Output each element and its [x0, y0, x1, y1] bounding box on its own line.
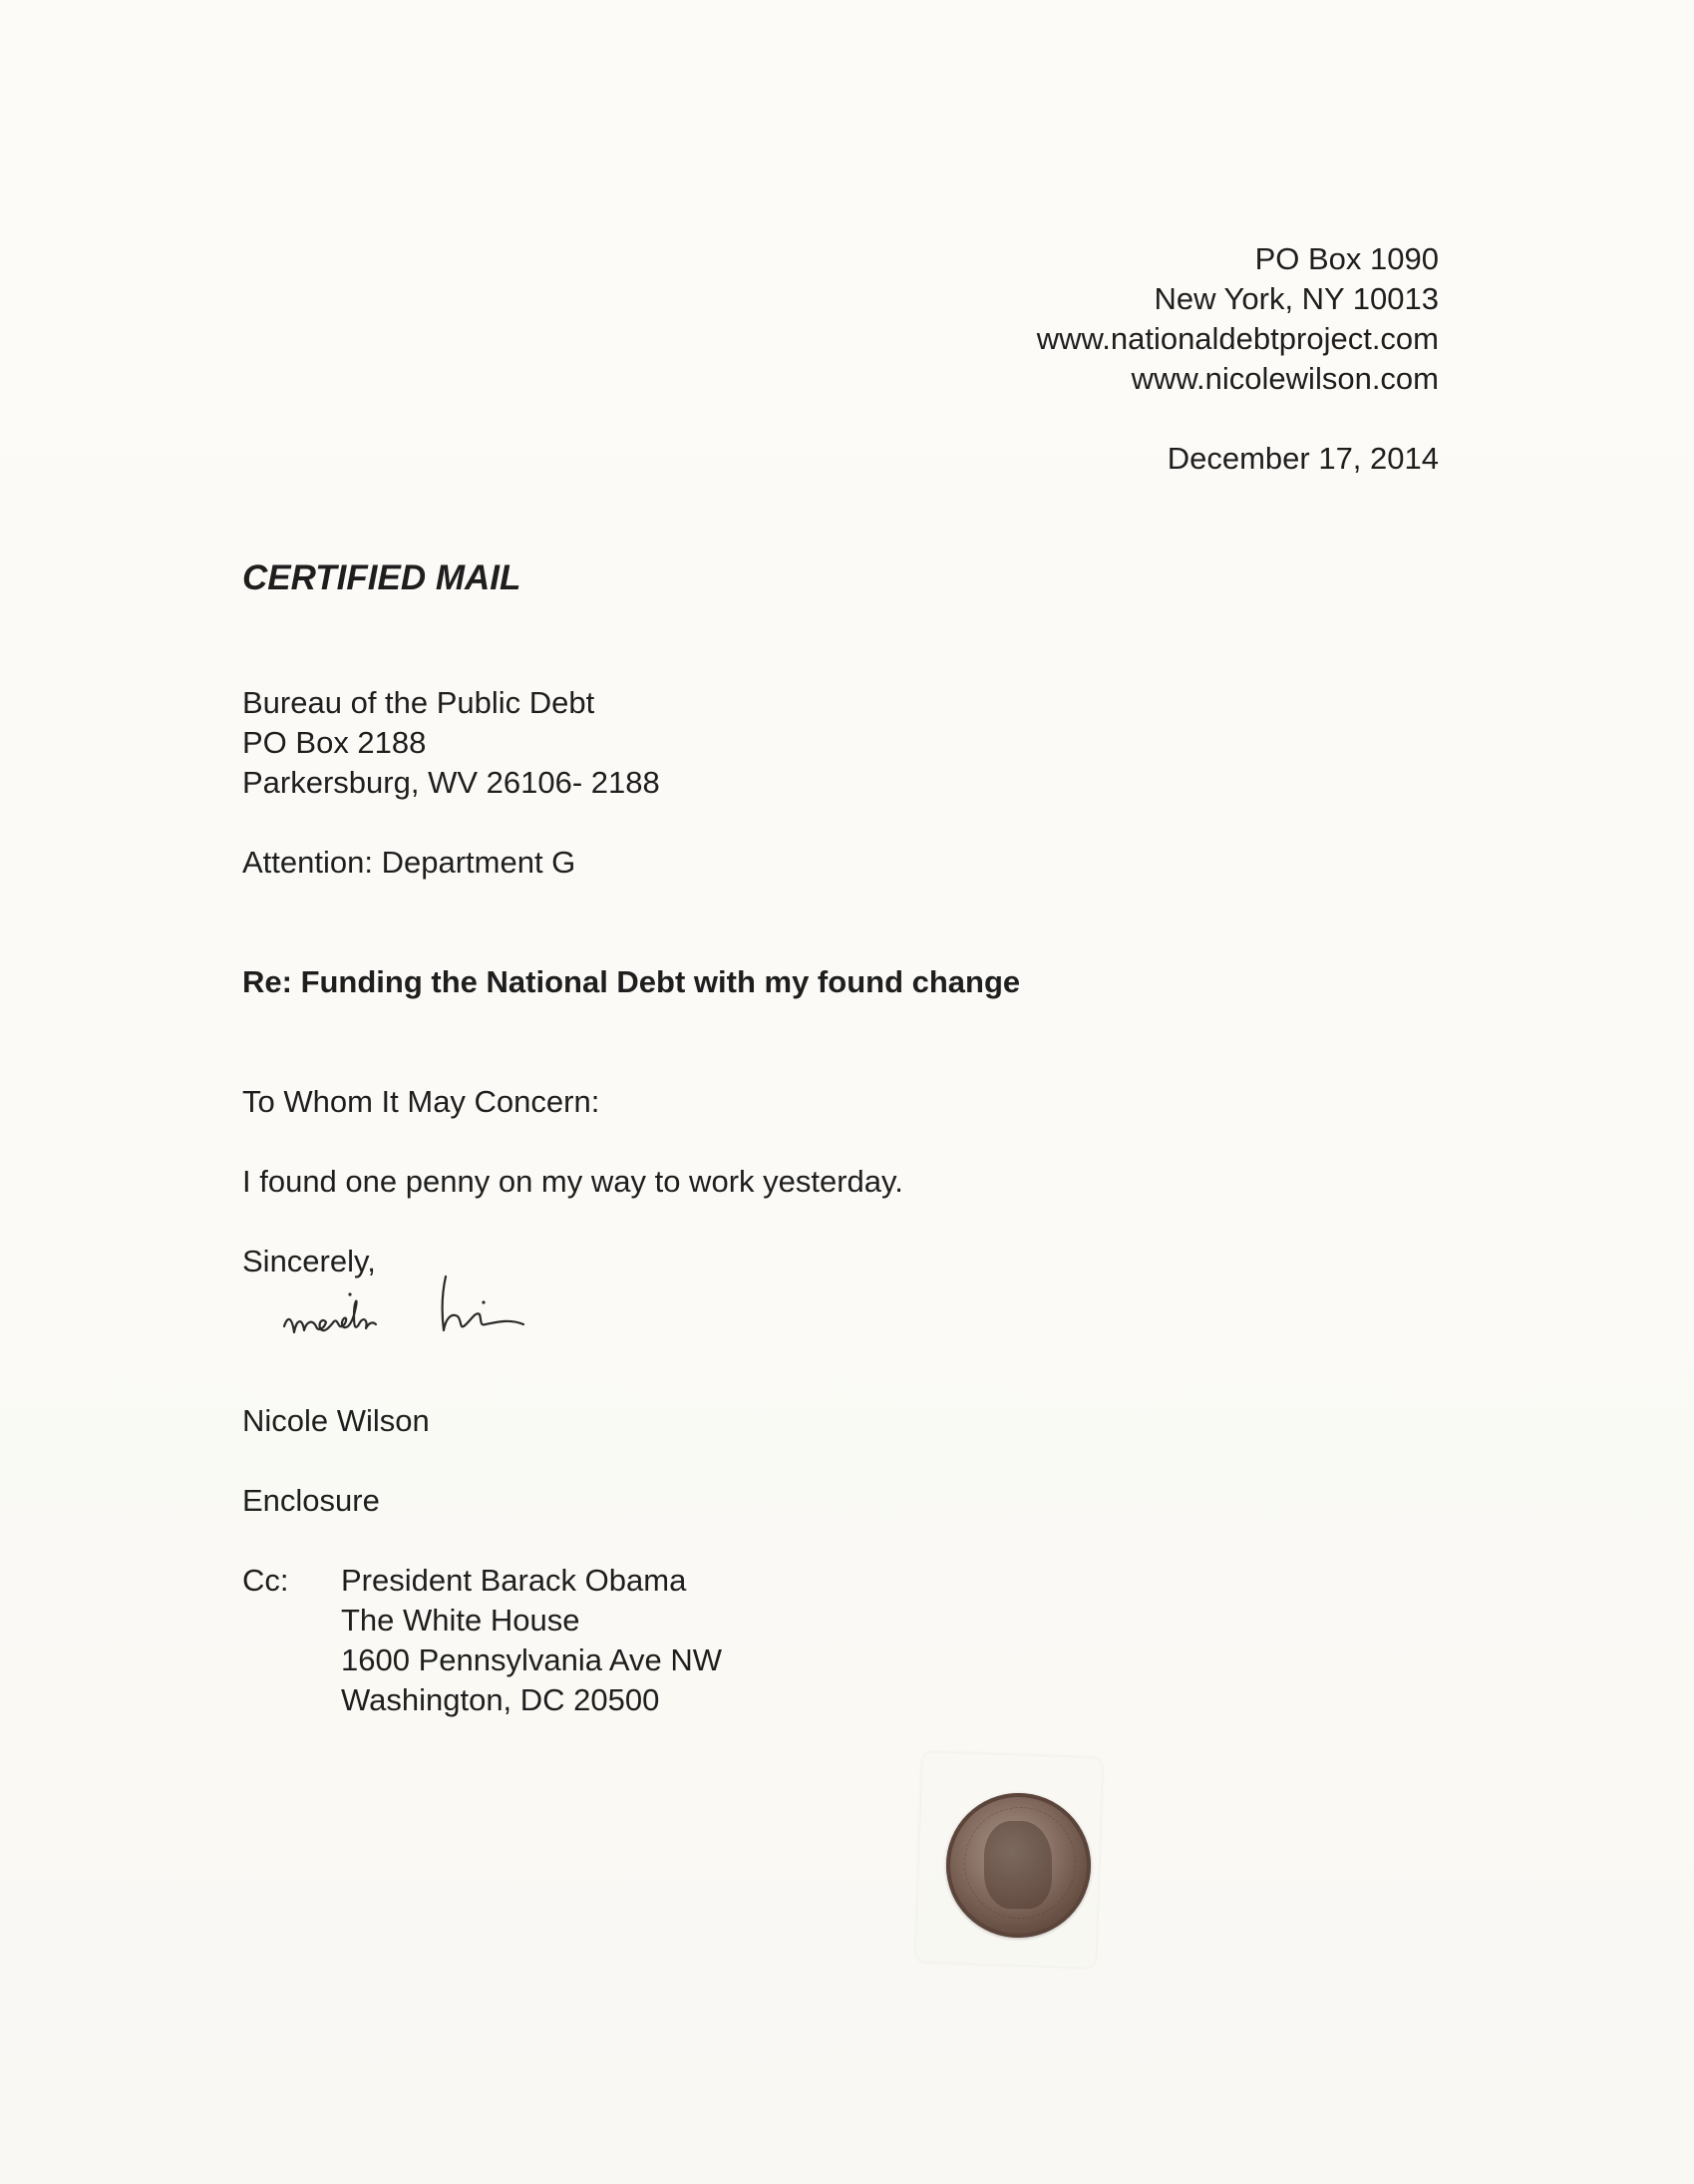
sender-website-1: www.nationaldebtproject.com — [1036, 321, 1439, 356]
sender-address-line1: PO Box 1090 — [1254, 241, 1439, 276]
sender-website-2: www.nicolewilson.com — [1131, 361, 1439, 396]
recipient-name: Bureau of the Public Debt — [242, 685, 595, 720]
cc-address-line4: Washington, DC 20500 — [341, 1682, 660, 1717]
cc-label: Cc: — [242, 1563, 289, 1598]
signer-name: Nicole Wilson — [242, 1403, 430, 1438]
handwritten-signature — [274, 1267, 543, 1366]
sender-address-line2: New York, NY 10013 — [1154, 281, 1439, 316]
body-text: I found one penny on my way to work yesterday. — [242, 1164, 903, 1199]
closing: Sincerely, — [242, 1244, 376, 1278]
taped-penny — [919, 1755, 1099, 1975]
cc-address-line3: 1600 Pennsylvania Ave NW — [341, 1642, 722, 1677]
recipient-address-line2: Parkersburg, WV 26106- 2188 — [242, 765, 660, 800]
letter-date: December 17, 2014 — [1167, 441, 1439, 476]
attention-line: Attention: Department G — [242, 845, 576, 880]
certified-mail-heading: CERTIFIED MAIL — [242, 558, 521, 597]
penny-coin — [946, 1793, 1091, 1938]
cc-name: President Barack Obama — [341, 1563, 687, 1598]
enclosure-note: Enclosure — [242, 1483, 380, 1518]
cc-address-line2: The White House — [341, 1603, 580, 1638]
salutation: To Whom It May Concern: — [242, 1084, 600, 1119]
subject-line: Re: Funding the National Debt with my found change — [242, 964, 1021, 999]
recipient-address-line1: PO Box 2188 — [242, 725, 427, 760]
lincoln-profile — [984, 1821, 1052, 1909]
